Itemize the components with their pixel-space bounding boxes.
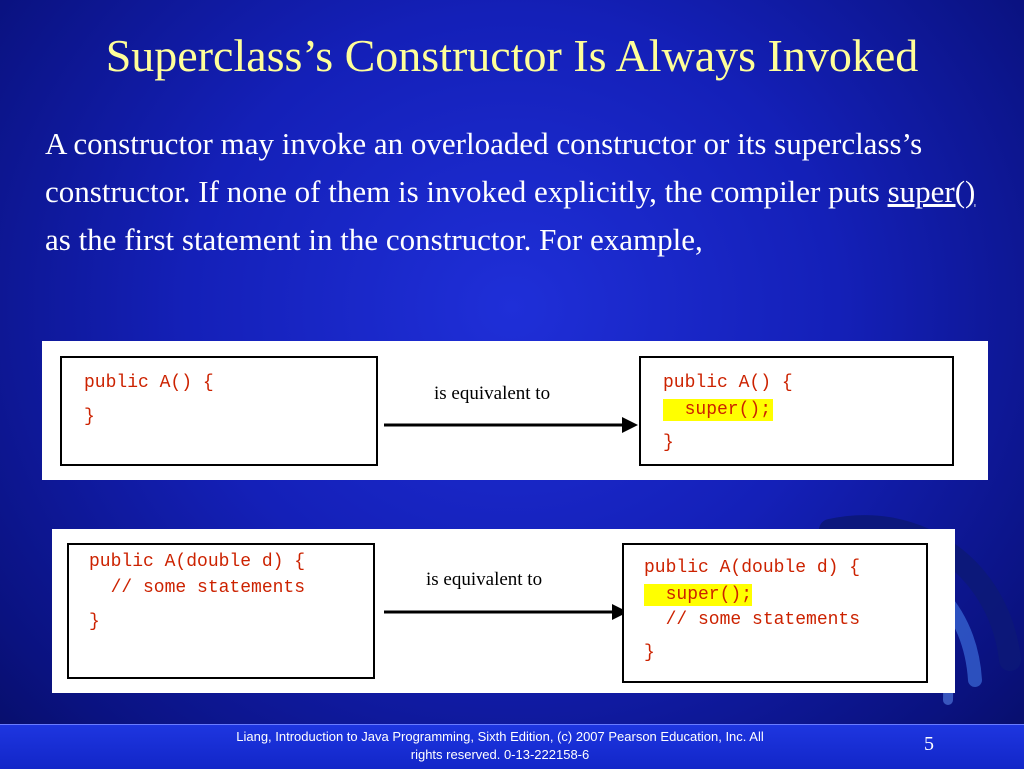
code-line: // some statements: [644, 610, 861, 630]
code-line: // some statements: [89, 578, 306, 598]
intro-super-call: super(): [887, 174, 976, 209]
intro-text-before: A constructor may invoke an overloaded constructor or its superclass’s constructor. If none of them is invoked explicitly, the compiler puts: [45, 126, 923, 209]
code-box-equivalent-1: [639, 356, 954, 466]
code-box-equivalent-2: [622, 543, 928, 683]
code-line: }: [663, 433, 674, 453]
page-number: 5: [924, 733, 934, 755]
code-line-highlighted: super();: [663, 400, 772, 420]
footer-copyright: [205, 728, 795, 764]
footer-line-2: rights reserved. 0-13-222158-6: [410, 747, 590, 762]
intro-paragraph: [45, 120, 995, 264]
code-line: public A(double d) {: [644, 558, 861, 578]
code-line: }: [84, 407, 95, 427]
arrow-right-icon: [382, 415, 642, 435]
example-panel-1: [42, 341, 988, 480]
equivalence-label-1: is equivalent to: [434, 383, 551, 404]
slide-title: Superclass’s Constructor Is Always Invoked: [105, 30, 919, 81]
code-box-original-2: [67, 543, 375, 679]
intro-text-after: as the first statement in the constructor. For example,: [45, 222, 703, 257]
equivalence-label-2: is equivalent to: [426, 569, 543, 590]
code-line: public A() {: [663, 373, 793, 393]
code-line: public A(double d) {: [89, 552, 306, 572]
example-panel-2: [52, 529, 955, 693]
code-line: public A() {: [84, 373, 214, 393]
code-box-original-1: [60, 356, 378, 466]
arrow-right-icon: [382, 602, 632, 622]
code-line: }: [644, 643, 655, 663]
code-line-highlighted: super();: [644, 585, 753, 605]
code-line: }: [89, 612, 100, 632]
footer-line-1: Liang, Introduction to Java Programming, Sixth Edition, (c) 2007 Pearson Education, Inc. All: [236, 729, 764, 744]
